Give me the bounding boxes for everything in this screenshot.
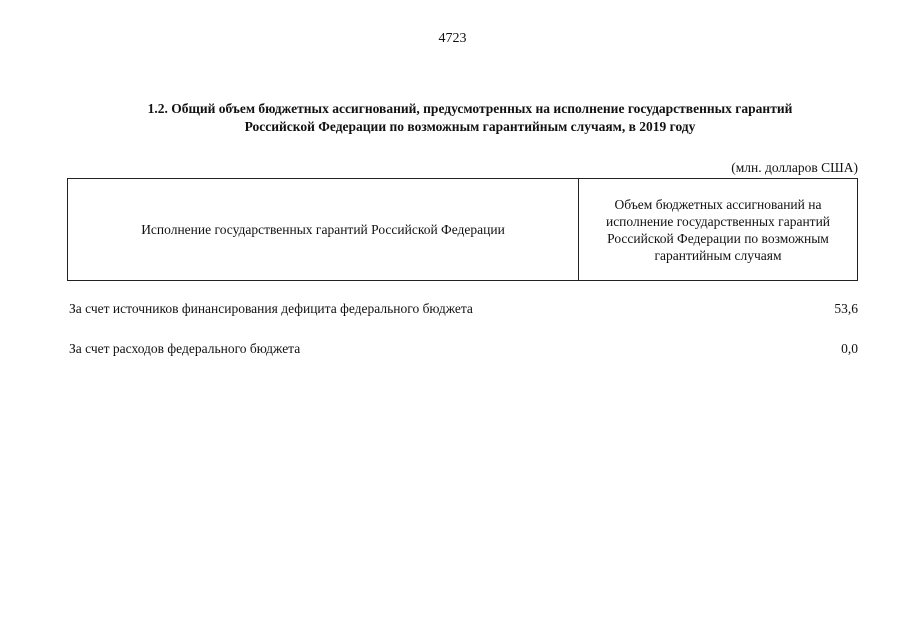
header-cell-guarantees <box>68 179 579 280</box>
section-heading-line-2: Российской Федерации по возможным гарантийным случаям, в 2019 году <box>244 119 696 134</box>
page-number: 4723 <box>438 31 467 46</box>
table-row <box>69 301 858 317</box>
section-heading-line-1: 1.2. Общий объем бюджетных ассигнований, предусмотренных на исполнение государственных гарантий <box>147 101 793 116</box>
row-value: 53,6 <box>834 301 858 316</box>
row-label: За счет расходов федерального бюджета <box>69 341 301 356</box>
header-cell-volume <box>579 179 857 280</box>
table-header <box>67 178 858 281</box>
row-value: 0,0 <box>841 341 858 356</box>
table-row <box>69 341 858 357</box>
header-label-guarantees: Исполнение государственных гарантий Российской Федерации <box>141 221 505 237</box>
row-label: За счет источников финансирования дефицита федерального бюджета <box>69 301 473 316</box>
header-label-volume: Объем бюджетных ассигнований на исполнение государственных гарантий Российской Федерации по возможным гарантийным случаям <box>605 196 831 263</box>
unit-note: (млн. долларов США) <box>731 160 858 175</box>
section-heading <box>60 100 880 136</box>
